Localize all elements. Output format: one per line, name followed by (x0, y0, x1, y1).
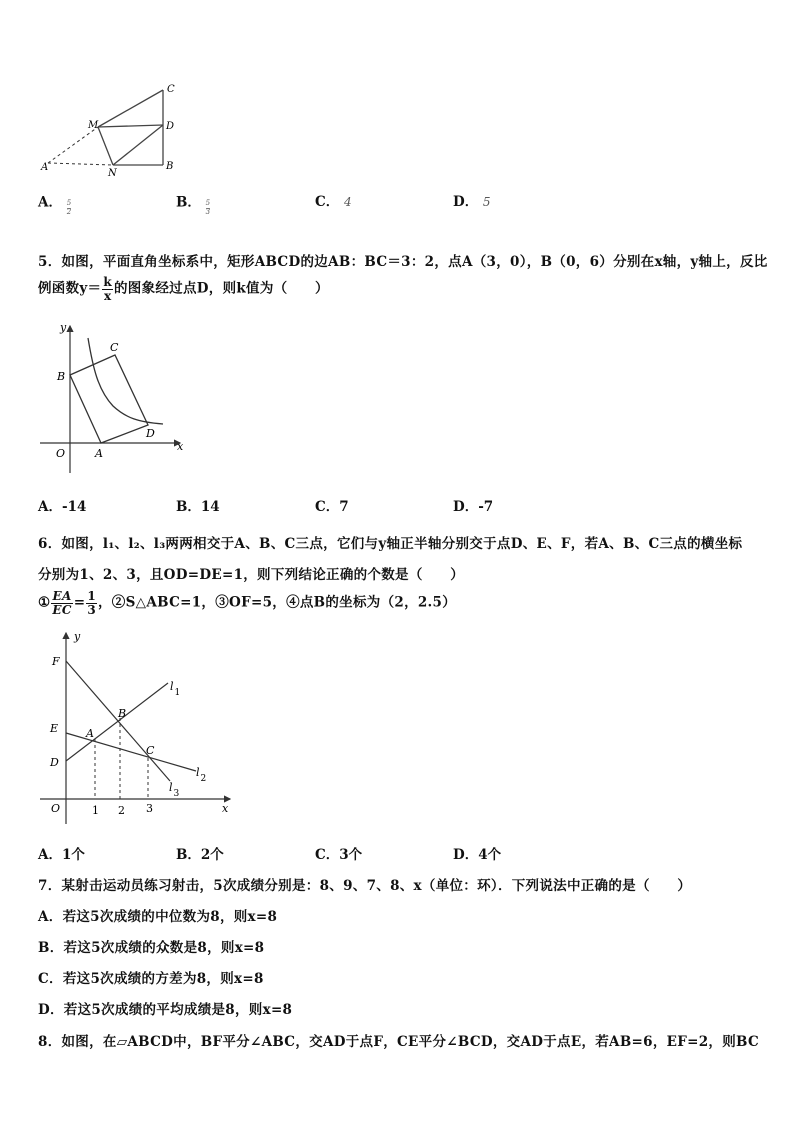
label-A: A (95, 447, 103, 460)
option-label: D． (453, 194, 479, 210)
edge-ND (113, 125, 163, 165)
label-y: y (60, 321, 67, 334)
label-x: x (222, 802, 229, 815)
q5-fraction: $\frac{k}{x}$ (103, 275, 112, 303)
q8-stem: 8．如图，在▱ABCD中，BF平分∠ABC，交AD于点F，CE平分∠BCD，交AD于点E，若AB=6，EF=2，则BC (38, 1034, 760, 1050)
label-O: O (51, 802, 61, 815)
label-B: B (57, 370, 66, 383)
q7-stem: 7．某射击运动员练习射击，5次成绩分别是：8、9、7、8、x（单位：环）．下列说法中正确的是（ ） (38, 878, 692, 894)
conclusion-1-fraction: $\frac{EA}{EC}$ (52, 589, 72, 617)
label-B: B (118, 707, 127, 720)
q7-option-a: A．若这5次成绩的中位数为8，则x=8 (38, 909, 278, 925)
option-label: A． (38, 194, 62, 211)
q6-stem-line2: 分别为1、2、3，且OD=DE=1，则下列结论正确的个数是（ ） (38, 567, 465, 583)
edge-MC (98, 90, 163, 127)
q4-figure (38, 80, 188, 180)
label-M: M (88, 120, 99, 131)
edge-MN (98, 127, 113, 165)
q5-stem-pre: 例函数y＝ (38, 280, 102, 297)
tick-2: 2 (118, 804, 125, 817)
q6-conclusions (38, 590, 456, 616)
line-l3 (66, 661, 170, 781)
q7-option-b: B．若这5次成绩的众数是8，则x=8 (38, 940, 265, 956)
label-D: D (146, 427, 155, 440)
q5-option-d: D．-7 (453, 499, 494, 515)
option-value: 5 (482, 195, 491, 209)
q6-option-a: A．1个 (38, 847, 85, 863)
label-l2: $l_2$ (196, 766, 207, 784)
conclusion-1-ratio: $\frac{1}{3}$ (87, 589, 96, 617)
label-O: O (56, 447, 66, 460)
q5-stem-line2 (38, 276, 329, 302)
q4-option-b (176, 190, 210, 216)
hyperbola (88, 338, 163, 424)
q5-stem-post: 的图象经过点D，则k值为（ ） (113, 280, 329, 297)
label-A: A (86, 727, 94, 740)
label-y: y (74, 630, 81, 643)
q6-option-c: C．3个 (315, 847, 363, 863)
label-A: A (41, 162, 49, 173)
q7-option-c: C．若这5次成绩的方差为8，则x=8 (38, 971, 264, 987)
label-N: N (108, 168, 117, 179)
q4-option-a (38, 190, 71, 216)
label-C: C (146, 744, 155, 757)
option-value: 4 (343, 195, 352, 209)
conclusion-1-eq: = (73, 594, 86, 611)
q6-option-b: B．2个 (176, 847, 224, 863)
tick-3: 3 (146, 802, 153, 815)
label-x: x (177, 440, 184, 453)
q6-figure (38, 628, 238, 828)
label-l3: $l_3$ (169, 781, 180, 799)
q5-option-b: B．14 (176, 499, 220, 515)
label-D: D (50, 756, 59, 769)
edge-MD (98, 125, 163, 127)
option-label: B． (176, 194, 201, 211)
edge-AN (48, 163, 113, 165)
label-C: C (110, 341, 119, 354)
q4-option-c (315, 190, 352, 210)
q5-figure (38, 318, 198, 478)
label-E: E (50, 722, 59, 735)
rectangle-ABCD (70, 355, 148, 443)
label-B: B (166, 161, 174, 172)
q4-option-d (453, 190, 491, 210)
q5-option-c: C．7 (315, 499, 349, 515)
q5-option-a: A．-14 (38, 499, 87, 515)
option-label: C． (315, 194, 340, 210)
conclusion-1-marker: ① (38, 594, 51, 611)
tick-1: 1 (92, 804, 99, 817)
label-C: C (167, 84, 175, 95)
label-F: F (52, 655, 60, 668)
edge-AM (48, 127, 98, 163)
option-fraction: $\frac{5}{2}$ (66, 199, 72, 216)
q5-stem-line1: 5．如图，平面直角坐标系中，矩形ABCD的边AB：BC＝3：2，点A（3，0），B（0，6）分别在x轴，y轴上，反比 (38, 254, 768, 270)
q6-option-d: D．4个 (453, 847, 502, 863)
conclusions-rest: ，②S△ABC=1，③OF=5，④点B的坐标为（2，2.5） (98, 594, 457, 611)
label-D: D (166, 121, 175, 132)
option-fraction: $\frac{5}{3}$ (205, 199, 211, 216)
q6-stem-line1: 6．如图，l₁、l₂、l₃两两相交于A、B、C三点，它们与y轴正半轴分别交于点D、E、F，若A、B、C三点的横坐标 (38, 536, 743, 552)
q7-option-d: D．若这5次成绩的平均成绩是8，则x=8 (38, 1002, 293, 1018)
label-l1: $l_1$ (170, 680, 181, 698)
